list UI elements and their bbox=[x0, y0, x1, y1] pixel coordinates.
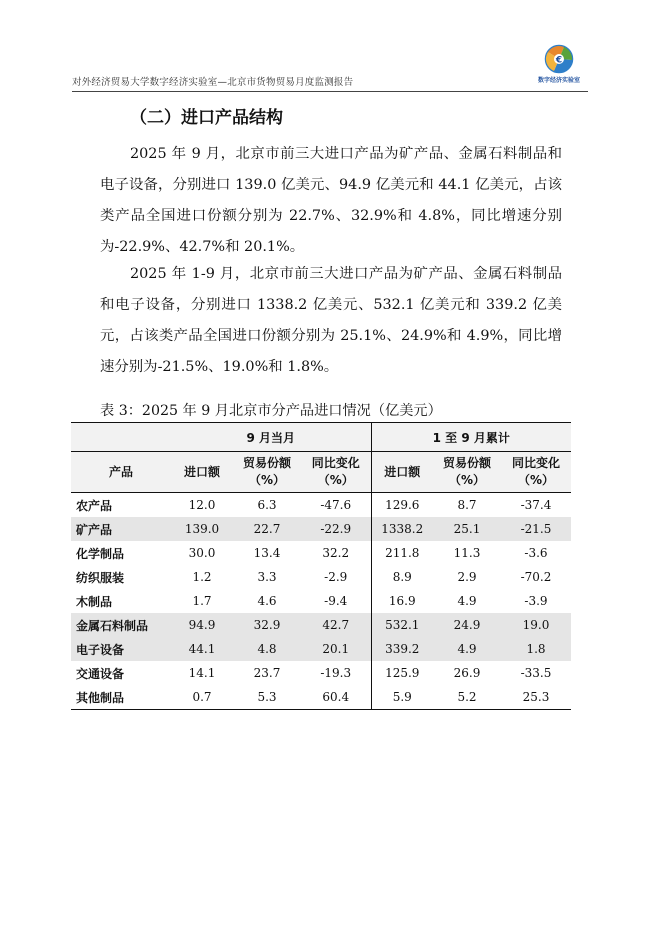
value-cell: 60.4 bbox=[301, 685, 371, 710]
product-name-cell: 农产品 bbox=[76, 498, 113, 513]
value-cell: -37.4 bbox=[520, 498, 552, 512]
value-cell: -19.3 bbox=[301, 661, 371, 685]
section-title: （二）进口产品结构 bbox=[130, 108, 283, 128]
table-row bbox=[71, 589, 571, 613]
value-cell: 24.9 bbox=[433, 613, 501, 637]
table-row bbox=[71, 493, 571, 518]
value-cell: 1338.2 bbox=[371, 517, 433, 541]
product-name-cell: 其他制品 bbox=[71, 685, 171, 710]
value-cell: 1.2 bbox=[192, 570, 212, 584]
value-cell: 32.9 bbox=[233, 613, 301, 637]
col-header-import: 进口额 bbox=[171, 452, 233, 493]
svg-text:€: € bbox=[555, 55, 563, 66]
value-cell: 8.9 bbox=[392, 570, 412, 584]
value-cell: 8.7 bbox=[457, 498, 477, 512]
table-row bbox=[71, 541, 571, 565]
paragraph-monthly: 2025 年 9 月，北京市前三大进口产品为矿产品、金属石料制品和电子设备，分别进口 139.0 亿美元、94.9 亿美元和 44.1 亿美元，占该类产品全国进口份额分别为 22.7%、32.9%和 4.8%，同比增速分别为-22.9%、42.7%和 20.1%。 bbox=[100, 146, 562, 255]
value-cell: 16.9 bbox=[388, 594, 416, 608]
product-header: 产品 bbox=[71, 452, 171, 493]
value-cell: -33.5 bbox=[520, 666, 552, 680]
value-cell: 5.9 bbox=[371, 685, 433, 710]
product-name-cell: 交通设备 bbox=[76, 666, 125, 681]
import-table bbox=[71, 422, 571, 710]
value-cell: 139.0 bbox=[171, 517, 233, 541]
value-cell: 4.8 bbox=[233, 637, 301, 661]
table-column-header-row bbox=[71, 452, 571, 493]
table-row bbox=[71, 637, 571, 661]
value-cell: 5.2 bbox=[433, 685, 501, 710]
page-header bbox=[72, 44, 588, 92]
header-divider bbox=[72, 91, 588, 92]
product-name-cell: 金属石料制品 bbox=[71, 613, 171, 637]
value-cell: -3.9 bbox=[524, 594, 548, 608]
value-cell: 4.9 bbox=[457, 594, 477, 608]
value-cell: 0.7 bbox=[171, 685, 233, 710]
value-cell: 5.3 bbox=[233, 685, 301, 710]
value-cell: 14.1 bbox=[188, 666, 216, 680]
lab-logo bbox=[530, 44, 588, 88]
value-cell: 32.2 bbox=[301, 541, 371, 565]
product-name-cell: 纺织服装 bbox=[76, 570, 125, 585]
table-row bbox=[71, 517, 571, 541]
product-name-cell: 矿产品 bbox=[71, 517, 171, 541]
product-name-cell: 化学制品 bbox=[76, 546, 125, 561]
table-row bbox=[71, 613, 571, 637]
value-cell: 42.7 bbox=[301, 613, 371, 637]
value-cell: 1.8 bbox=[501, 637, 571, 661]
value-cell: -70.2 bbox=[520, 570, 552, 584]
col-header-share: 贸易份额 （%） bbox=[233, 452, 301, 493]
value-cell: 4.6 bbox=[257, 594, 277, 608]
value-cell: 19.0 bbox=[501, 613, 571, 637]
value-cell: 6.3 bbox=[257, 498, 277, 512]
table-body bbox=[71, 493, 571, 710]
value-cell: 30.0 bbox=[188, 546, 216, 560]
table-row bbox=[71, 565, 571, 589]
col-header-share-cum: 贸易份额 （%） bbox=[433, 452, 501, 493]
value-cell: 125.9 bbox=[385, 666, 420, 680]
value-cell: -21.5 bbox=[501, 517, 571, 541]
value-cell: 22.7 bbox=[233, 517, 301, 541]
col-header-import-cum: 进口额 bbox=[371, 452, 433, 493]
product-name-cell: 木制品 bbox=[76, 594, 113, 609]
value-cell: -9.4 bbox=[301, 589, 371, 613]
group-header-cumulative: 1 至 9 月累计 bbox=[371, 423, 571, 452]
value-cell: 44.1 bbox=[171, 637, 233, 661]
value-cell: -47.6 bbox=[301, 493, 371, 518]
header-text: 对外经济贸易大学数字经济实验室—北京市货物贸易月度监测报告 bbox=[72, 77, 354, 88]
table-group-header-row bbox=[71, 423, 571, 452]
table-row bbox=[71, 685, 571, 710]
table-corner-cell bbox=[71, 423, 171, 452]
value-cell: 1.7 bbox=[192, 594, 212, 608]
logo-text: 数字经济实验室 bbox=[537, 77, 580, 84]
value-cell: 2.9 bbox=[457, 570, 477, 584]
value-cell: 25.1 bbox=[433, 517, 501, 541]
col-header-yoy: 同比变化 （%） bbox=[301, 452, 371, 493]
value-cell: 25.3 bbox=[501, 685, 571, 710]
value-cell: -2.9 bbox=[301, 565, 371, 589]
value-cell: 339.2 bbox=[371, 637, 433, 661]
value-cell: 11.3 bbox=[453, 546, 481, 560]
product-name-cell: 电子设备 bbox=[71, 637, 171, 661]
value-cell: 13.4 bbox=[253, 546, 281, 560]
value-cell: 4.9 bbox=[433, 637, 501, 661]
value-cell: 20.1 bbox=[301, 637, 371, 661]
value-cell: 26.9 bbox=[453, 666, 481, 680]
value-cell: 211.8 bbox=[385, 546, 420, 560]
value-cell: 23.7 bbox=[253, 666, 281, 680]
table-row bbox=[71, 661, 571, 685]
col-header-yoy-cum: 同比变化 （%） bbox=[501, 452, 571, 493]
value-cell: 532.1 bbox=[371, 613, 433, 637]
value-cell: 129.6 bbox=[385, 498, 420, 512]
value-cell: -22.9 bbox=[301, 517, 371, 541]
paragraph-cumulative: 2025 年 1-9 月，北京市前三大进口产品为矿产品、金属石料制品和电子设备，分别进口 1338.2 亿美元、532.1 亿美元和 339.2 亿美元，占该类产品全国进口份额分别为 25.1%、24.9%和 4.9%，同比增速分别为-21.5%、19.0%和 1.8%。 bbox=[100, 266, 562, 375]
value-cell: 12.0 bbox=[188, 498, 216, 512]
value-cell: 94.9 bbox=[171, 613, 233, 637]
lab-logo-icon bbox=[542, 44, 576, 74]
group-header-monthly: 9 月当月 bbox=[171, 423, 371, 452]
value-cell: -3.6 bbox=[524, 546, 548, 560]
value-cell: 3.3 bbox=[257, 570, 277, 584]
table-caption: 表 3：2025 年 9 月北京市分产品进口情况（亿美元） bbox=[100, 403, 442, 419]
